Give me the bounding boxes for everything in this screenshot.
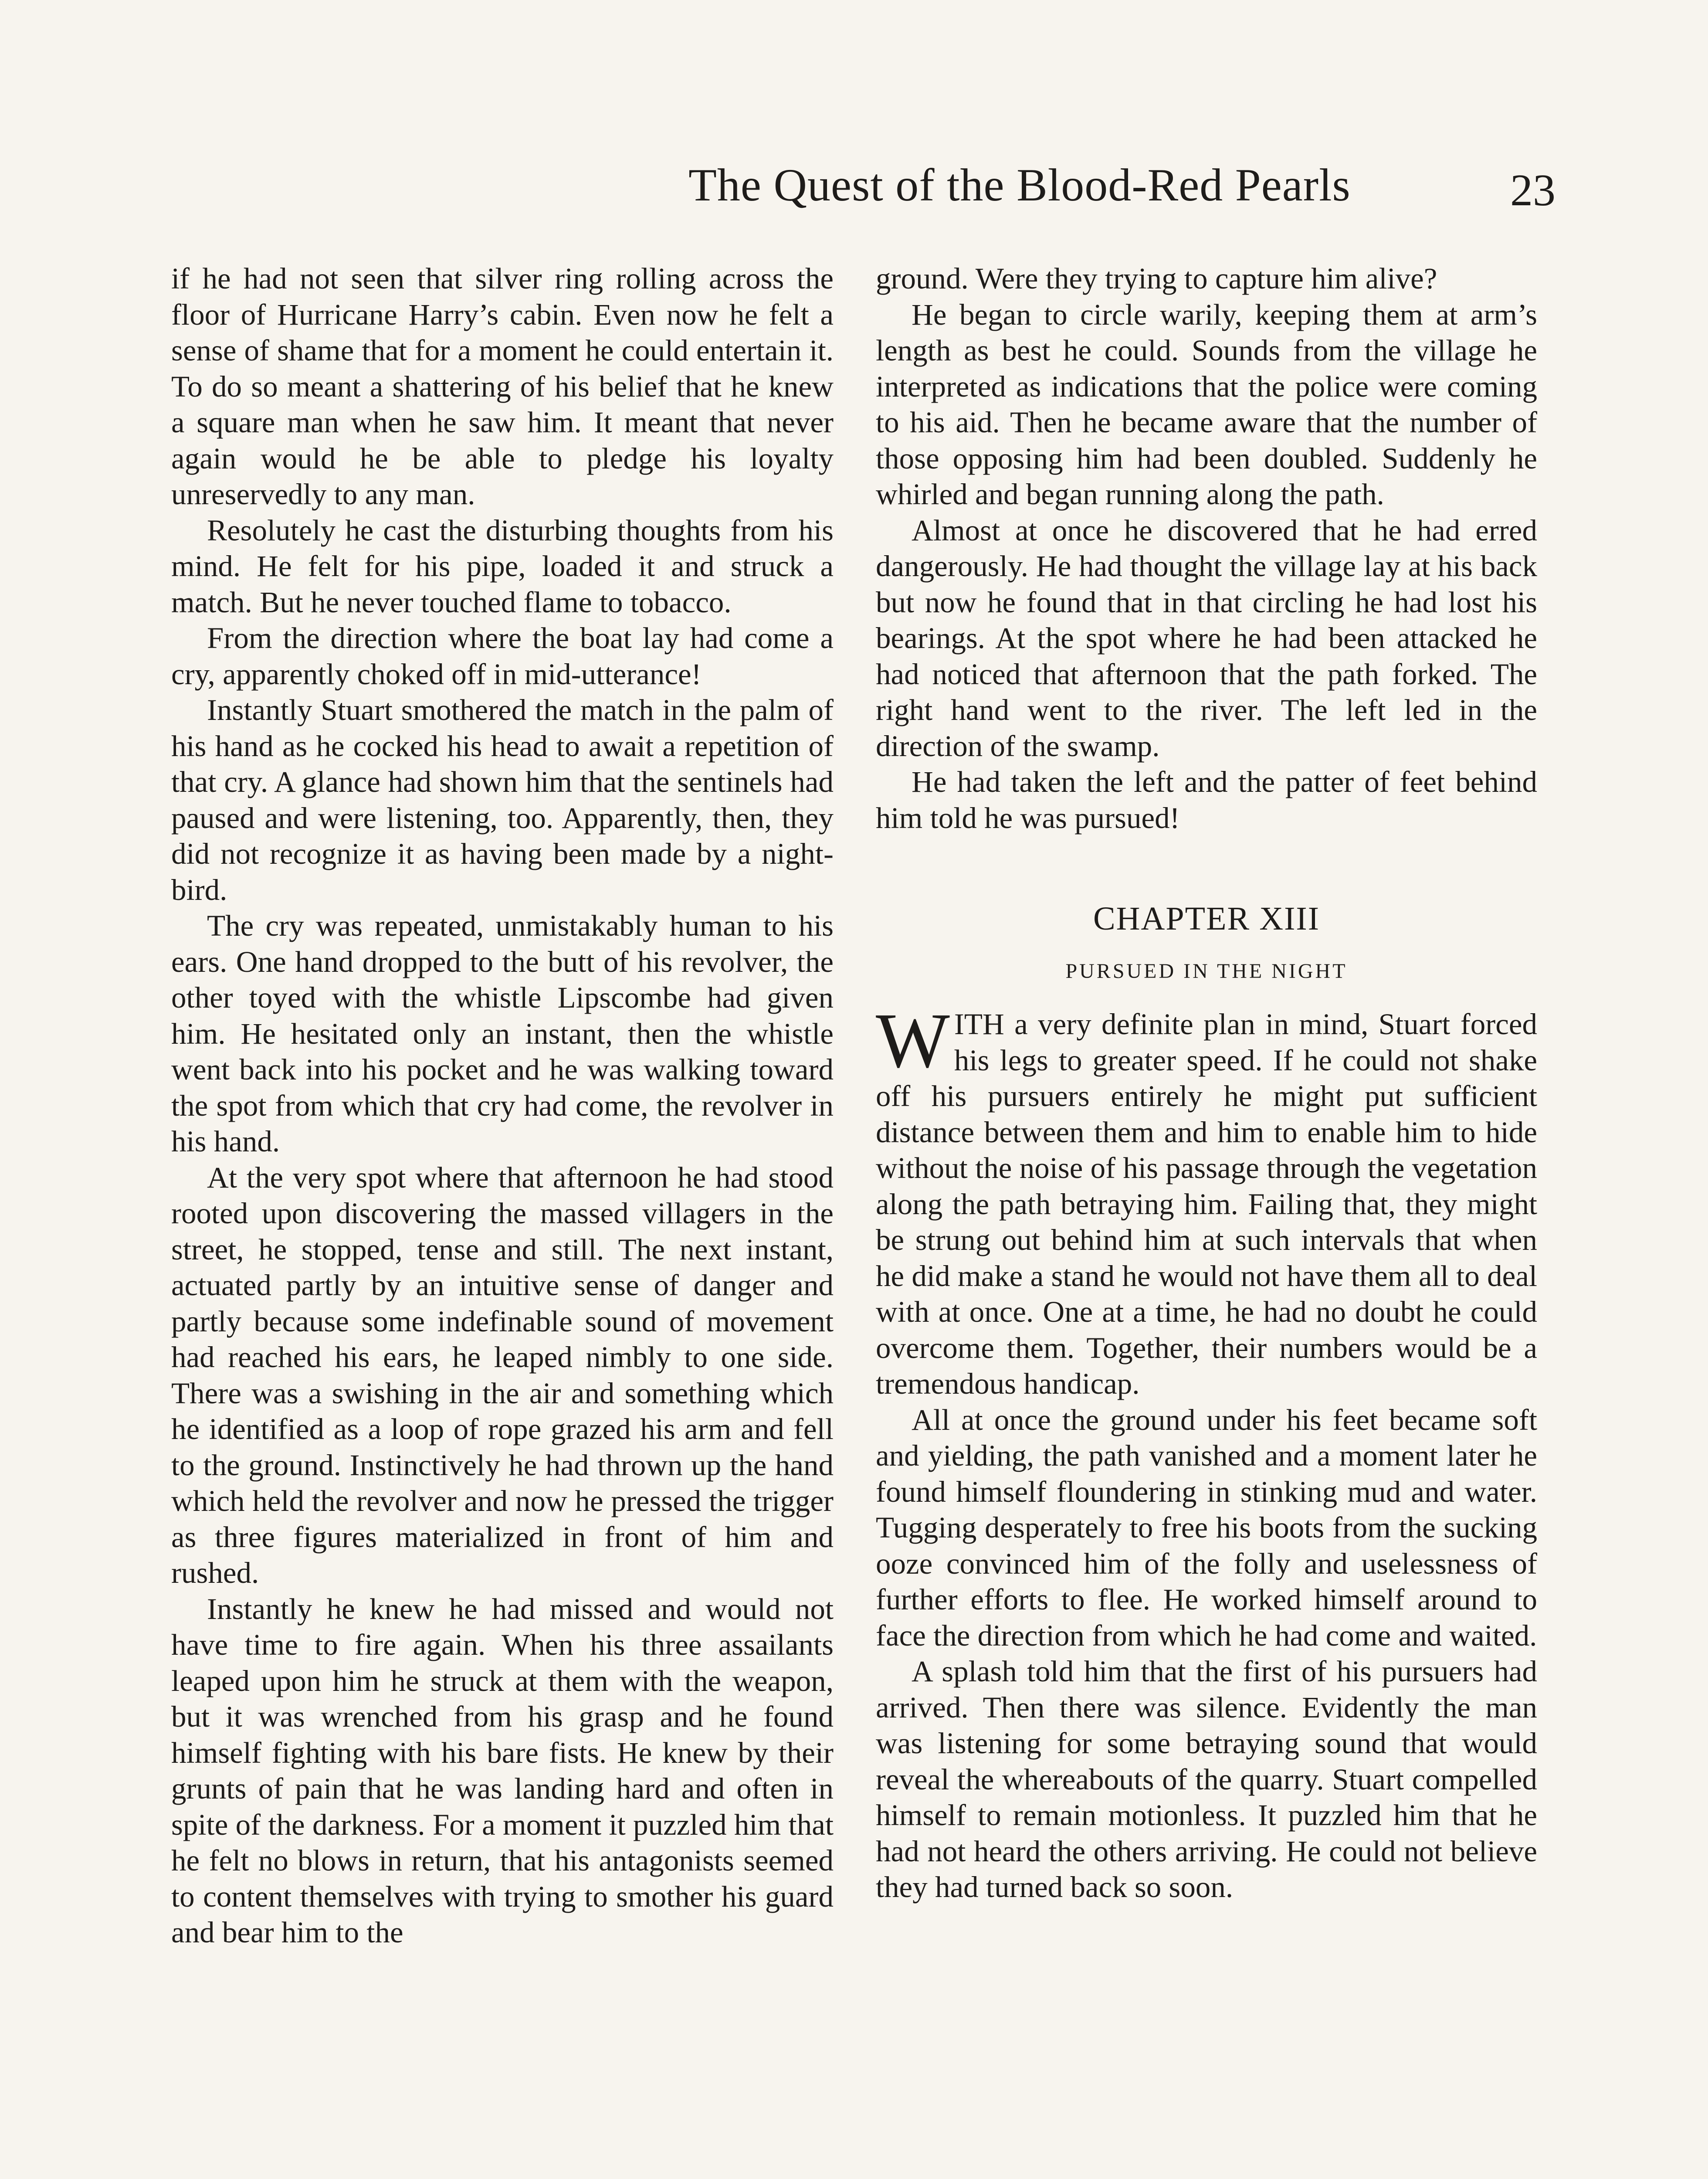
paragraph: The cry was repeated, unmistakably human to his ears. One hand dropped to the butt of his revolver, the other toyed with the whistle Lipscombe had given him. He hesitated only an instant, then the whistle went back into his pocket and he was walking toward the spot from which that cry had come, the revolver in his hand. xyxy=(171,909,834,1158)
drop-cap: W xyxy=(876,997,950,1084)
paragraph: He began to circle warily, keeping them at arm’s length as best he could. Sounds from the village he interpreted as indications that the police were coming to his aid. Then he became aware that the number of those opposing him had been doubled. Suddenly he whirled and began running along the path. xyxy=(876,298,1537,511)
paragraph: Resolutely he cast the disturbing thoughts from his mind. He felt for his pipe, loaded it and struck a match. But he never touched flame to tobacco. xyxy=(171,513,834,619)
opening-text: ITH a very definite plan in mind, Stuart forced his legs to greater speed. If he could not shake off his pursuers entirely he might put sufficient distance between them and him to enable him to hide without the noise of his passage through the vegetation along the path betraying him. Failing that, they might be strung out behind him at such intervals that when he did make a stand he would not have them all to deal with at once. One at a time, he had no doubt he could overcome them. Together, their numbers would be a tremendous handicap. xyxy=(876,1008,1537,1400)
paragraph: All at once the ground under his feet became soft and yielding, the path vanished and a moment later he found himself floundering in stinking mud and water. Tugging desperately to free his boots from the sucking ooze convinced him of the folly and uselessness of further efforts to flee. He worked himself around to face the direction from which he had come and waited. xyxy=(876,1403,1537,1652)
paragraph: ground. Were they trying to capture him alive? xyxy=(876,262,1437,295)
left-column xyxy=(171,261,834,1951)
chapter-subtitle: PURSUED IN THE NIGHT xyxy=(1065,960,1348,983)
paragraph: if he had not seen that silver ring rolling across the floor of Hurricane Harry’s cabin. Even now he felt a sense of shame that for a moment he could entertain it. To do so meant a shattering of his belief that he knew a square man when he saw him. It meant that never again would he be able to pledge his loyalty unreservedly to any man. xyxy=(171,262,834,511)
running-title: The Quest of the Blood-Red Pearls xyxy=(688,160,1351,210)
right-column xyxy=(876,261,1537,1905)
paragraph: Almost at once he discovered that he had erred dangerously. He had thought the village lay at his back but now he found that in that circling he had lost his bearings. At the spot where he had been attacked he had noticed that afternoon that the path forked. The right hand went to the river. The left led in the direction of the swamp. xyxy=(876,513,1537,763)
paragraph: He had taken the left and the patter of feet behind him told he was pursued! xyxy=(876,765,1537,835)
paragraph: Instantly Stuart smothered the match in the palm of his hand as he cocked his head to await a repetition of that cry. A glance had shown him that the sentinels had paused and were listening, too. Apparently, then, they did not recognize it as having been made by a night-bird. xyxy=(171,693,834,906)
paragraph: At the very spot where that afternoon he had stood rooted upon discovering the massed villagers in the street, he stopped, tense and still. The next instant, actuated partly by an intuitive sense of danger and partly because some indefinable sound of movement had reached his ears, he leaped nimbly to one side. There was a swishing in the air and something which he identified as a loop of rope grazed his arm and fell to the ground. Instinctively he had thrown up the hand which held the revolver and now he pressed the trigger as three figures materialized in front of him and rushed. xyxy=(171,1161,834,1589)
chapter-opening-paragraph xyxy=(876,997,1537,1402)
chapter-heading: CHAPTER XIII xyxy=(1093,900,1320,937)
paragraph: Instantly he knew he had missed and would not have time to fire again. When his three assailants leaped upon him he struck at them with the weapon, but it was wrenched from his grasp and he found himself fighting with his bare fists. He knew by their grunts of pain that he was landing hard and often in spite of the darkness. For a moment it puzzled him that he felt no blows in return, that his antagonists seemed to content themselves with trying to smother his guard and bear him to the xyxy=(171,1592,834,1949)
paragraph: A splash told him that the first of his pursuers had arrived. Then there was silence. Evidently the man was listening for some betraying sound that would reveal the whereabouts of the quarry. Stuart compelled himself to remain motionless. It puzzled him that he had not heard the others arriving. He could not believe they had turned back so soon. xyxy=(876,1655,1537,1904)
page-number: 23 xyxy=(1510,165,1556,215)
paragraph: From the direction where the boat lay had come a cry, apparently choked off in mid-utterance! xyxy=(171,621,834,691)
